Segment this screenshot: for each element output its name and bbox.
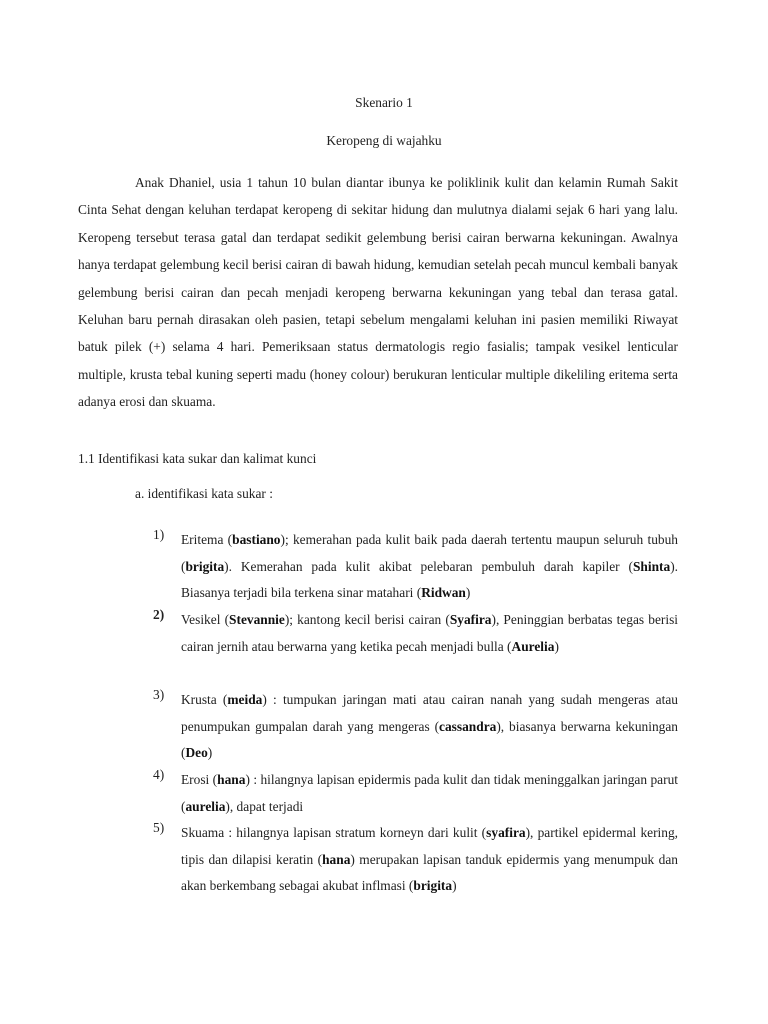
contributor-name: cassandra bbox=[439, 718, 497, 734]
contributor-name: syafira bbox=[486, 825, 526, 840]
contributor-name: meida bbox=[227, 692, 263, 707]
list-item-text: Eritema (bastiano); kemerahan pada kulit baik pada daerah tertentu maupun seluruh tubuh (brigita). Kemerahan pada kulit akibat pelebaran pembuluh darah kapiler (Shinta). Biasanya terjadi bila terkena sinar matahari (Ridwan) bbox=[181, 532, 678, 601]
list-item-number: 3) bbox=[153, 687, 165, 702]
contributor-name: Syafira bbox=[449, 612, 492, 627]
contributor-name: Ridwan bbox=[421, 585, 466, 601]
contributor-name: brigita bbox=[413, 878, 453, 894]
document-subtitle: Keropeng di wajahku bbox=[326, 133, 442, 148]
list-item-text: Krusta (meida) : tumpukan jaringan mati atau cairan nanah yang sudah mengeras atau penumpukan gumpalan darah yang mengeras (cassandra), biasanya berwarna kekuningan (Deo) bbox=[181, 692, 679, 761]
scenario-paragraph-text: Anak Dhaniel, usia 1 tahun 10 bulan diantar ibunya ke poliklinik kulit dan kelamin Rumah Sakit Cinta Sehat dengan keluhan terdapat keropeng di sekitar hidung dan mulutnya dialami sejak 6 hari yang lalu. Keropeng tersebut terasa gatal dan terdapat sedikit gelembung berisi cairan berwarna kekuningan. Awalnya hanya terdapat gelembung kecil berisi cairan di bawah hidung, kemudian setelah pecah muncul kembali banyak gelembung berisi cairan dan pecah menjadi keropeng berwarna kekuningan yang tebal dan terasa gatal. Keluhan baru pernah dirasakan oleh pasien, tetapi sebelum mengalami keluhan ini pasien memiliki Riwayat batuk pilek (+) selama 4 hari. Pemeriksaan status dermatologis regio fasialis; tampak vesikel lenticular multiple, krusta tebal kuning seperti madu (honey colour) berukuran lenticular multiple dikeliling eritema serta adanya erosi dan skuama. bbox=[78, 175, 678, 410]
contributor-name: bastiano bbox=[232, 532, 281, 547]
section-heading: 1.1 Identifikasi kata sukar dan kalimat kunci bbox=[78, 451, 317, 466]
list-item-text: Skuama : hilangnya lapisan stratum korneyn dari kulit (syafira), partikel epidermal kering, tipis dan dilapisi keratin (hana) merupakan lapisan tanduk epidermis yang menumpuk dan akan berkembang sebagai akubat inflmasi (brigita) bbox=[181, 825, 679, 894]
list-item-number: 4) bbox=[153, 767, 165, 782]
list-item bbox=[153, 687, 678, 767]
subsection-heading: a. identifikasi kata sukar : bbox=[135, 486, 273, 501]
list-item-text: Vesikel (Stevannie); kantong kecil berisi cairan (Syafira), Peninggian berbatas tegas berisi cairan jernih atau berwarna yang ketika pecah menjadi bulla (Aurelia) bbox=[181, 612, 678, 654]
contributor-name: Deo bbox=[185, 745, 208, 761]
contributor-name: Shinta bbox=[632, 558, 671, 574]
list-item bbox=[153, 527, 678, 607]
document-title: Skenario 1 bbox=[355, 95, 413, 110]
list-item-number: 1) bbox=[153, 527, 165, 542]
contributor-name: hana bbox=[217, 772, 246, 787]
list-item bbox=[153, 820, 678, 900]
list-item bbox=[153, 767, 678, 820]
contributor-name: brigita bbox=[185, 558, 225, 574]
contributor-name: Stevannie bbox=[229, 612, 285, 627]
contributor-name: Aurelia bbox=[511, 638, 555, 654]
list-item-number: 5) bbox=[153, 820, 165, 835]
list-item-number: 2) bbox=[153, 607, 165, 622]
list-item bbox=[153, 607, 678, 660]
contributor-name: hana bbox=[322, 851, 351, 867]
contributor-name: aurelia bbox=[185, 798, 226, 814]
list-item-text: Erosi (hana) : hilangnya lapisan epidermis pada kulit dan tidak meninggalkan jaringan parut (aurelia), dapat terjadi bbox=[181, 772, 678, 814]
scenario-paragraph bbox=[78, 169, 678, 416]
